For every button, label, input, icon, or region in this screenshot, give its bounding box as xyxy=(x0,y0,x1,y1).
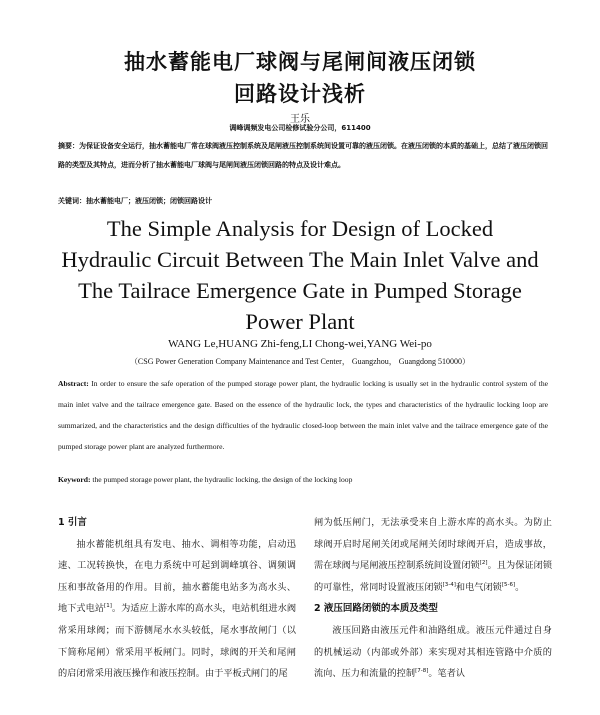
right-para-text-d: 。 xyxy=(515,581,525,593)
right-para2-text-b: 。笔者认 xyxy=(428,668,466,680)
section-2-heading: 2 液压回路闭锁的本质及类型 xyxy=(314,603,438,615)
chinese-title-line-2: 回路设计浅析 xyxy=(234,82,366,106)
right-para2-text-a: 液压回路由液压元件和油路组成。液压元件通过自身的机械运动（内部或外部）来实现对其相连管路中介质的流向、压力和流量的控制 xyxy=(314,624,552,680)
section-1-heading: 1 引言 xyxy=(58,517,87,528)
chinese-title-line-1: 抽水蓄能电厂球阀与尾闸间液压闭锁 xyxy=(124,50,476,74)
citation-ref: [5-6] xyxy=(501,581,516,588)
right-para-text-b: 。且为保证闭锁的可靠性，常同时设置液压闭锁 xyxy=(314,560,553,593)
citation-ref: [3-4] xyxy=(442,581,456,588)
english-title-line-3: The Tailrace Emergence Gate in Pumped Storage xyxy=(78,278,522,303)
right-paragraph-2 xyxy=(314,620,552,685)
left-para-text-a: 抽水蓄能机组具有发电、抽水、调相等功能，启动迅速、工况转换快，在电力系统中可起到调峰填谷、调频调压和事故备用的作用。目前，抽水蓄能电站多为高水头、地下式电站 xyxy=(58,538,296,615)
english-title-line-1: The Simple Analysis for Design of Locked xyxy=(106,216,494,241)
keywords-label: Keyword: xyxy=(58,475,91,484)
abstract-label: Abstract: xyxy=(58,379,89,388)
chinese-affiliation: 调峰调频发电公司检修试验分公司，611400 xyxy=(229,124,371,132)
abstract-text: In order to ensure the safe operation of the pumped storage power plant, the hydraulic locking is usually set in the hydraulic control system of the main inlet valve and the tailrace emergence gate. Based on the essence of the hydraulic lock, the types and characteristics of the hydraulic locking loop are summarized, and the characteristics and the design difficulties of the hydraulic closed-loop between the main inlet valve and the tailrace emergence gate of the pumped storage power plant are analyzed furthermore. xyxy=(58,379,548,451)
chinese-abstract: 摘要：为保证设备安全运行，抽水蓄能电厂常在球阀液压控制系统及尾闸液压控制系统间设置可靠的液压闭锁。在液压闭锁的本质的基础上，总结了液压闭锁回路的类型及其特点，进而分析了抽水蓄能电厂球阀与尾闸间液压闭锁回路的特点及设计难点。 xyxy=(58,142,548,169)
citation-ref: [2] xyxy=(479,560,488,567)
left-para-text-b: 。为适应上游水库的高水头，电站机组进水阀常采用球阀；而下游侧尾水水头较低，尾水事故闸门（以下简称尾闸）常采用平板闸门。同时，球阀的开关和尾闸的启闭常采用液压操作和液压控制。由于平板式闸门的尾 xyxy=(58,603,297,680)
english-title-line-4: Power Plant xyxy=(245,309,355,334)
english-authors: WANG Le,HUANG Zhi-feng,LI Chong-wei,YANG Wei-po xyxy=(168,338,432,350)
citation-ref: [7-8] xyxy=(415,668,429,675)
right-para-text-c: 和电气闭锁 xyxy=(455,581,502,593)
citation-ref: [1] xyxy=(104,603,112,610)
body-column-left xyxy=(58,512,296,685)
body-column-right xyxy=(314,512,552,685)
keywords-text: the pumped storage power plant, the hydraulic locking, the design of the locking loop xyxy=(90,475,353,484)
english-title-line-2: Hydraulic Circuit Between The Main Inlet Valve and xyxy=(61,247,539,272)
english-title xyxy=(40,213,560,337)
chinese-keywords: 关键词：抽水蓄能电厂；液压闭锁；闭锁回路设计 xyxy=(58,197,212,205)
english-abstract xyxy=(58,373,548,457)
chinese-author: 王乐 xyxy=(290,114,310,125)
right-paragraph-1 xyxy=(314,512,552,598)
left-paragraph-1 xyxy=(58,534,296,685)
right-para-text-a: 闸为低压闸门，无法承受来自上游水库的高水头。为防止球阀开启时尾闸关闭或尾闸关闭时球阀开启，造成事故，需在球阀与尾闸液压控制系统间设置闭锁 xyxy=(314,517,552,572)
english-keywords xyxy=(58,475,548,484)
english-affiliation: （CSG Power Generation Company Maintenance and Test Center， Guangzhou， Guangdong 510000） xyxy=(129,357,471,366)
